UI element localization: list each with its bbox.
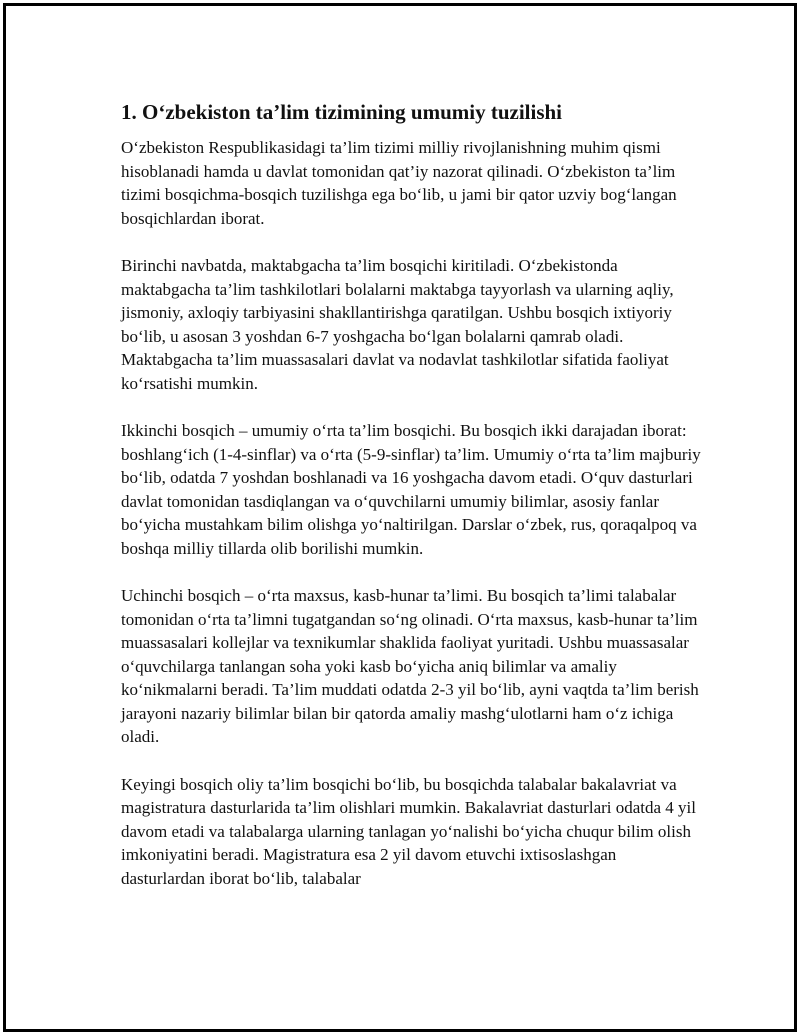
paragraph-preschool: Birinchi navbatda, maktabgacha ta’lim bosqichi kiritiladi. O‘zbekistonda maktabgacha ta’lim tashkilotlari bolalarni maktabga tayyorlash va ularning aqliy, jismoniy, axloqiy tarbiyasini shakllantirishga qaratilgan. Ushbu bosqich ixtiyoriy bo‘lib, u asosan 3 yoshdan 6-7 yoshgacha bo‘lgan bolalarni qamrab oladi. Maktabgacha ta’lim muassasalari davlat va nodavlat tashkilotlar sifatida faoliyat ko‘rsatishi mumkin. — [121, 256, 674, 393]
paragraph-general-secondary: Ikkinchi bosqich – umumiy o‘rta ta’lim bosqichi. Bu bosqich ikki darajadan iborat: boshlang‘ich (1-4-sinflar) va o‘rta (5-9-sinflar) ta’lim. Umumiy o‘rta ta’lim majburiy bo‘lib, odatda 7 yoshdan boshlanadi va 16 yoshgacha davom etadi. O‘quv dasturlari davlat tomonidan tasdiqlangan va o‘quvchilarni umumiy bilimlar, asosiy fanlar bo‘yicha mustahkam bilim olishga yo‘naltirilgan. Darslar o‘zbek, rus, qoraqalpoq va boshqa milliy tillarda olib borilishi mumkin. — [121, 421, 701, 558]
document-body — [121, 98, 701, 914]
paragraph-higher-education: Keyingi bosqich oliy ta’lim bosqichi bo‘lib, bu bosqichda talabalar bakalavriat va magistratura dasturlarida ta’lim olishlari mumkin. Bakalavriat dasturlari odatda 4 yil davom etadi va talabalarga ularning tanlagan yo‘nalishi bo‘yicha chuqur bilim olish imkoniyatini beradi. Magistratura esa 2 yil davom etuvchi ixtisoslashgan dasturlardan iborat bo‘lib, talabalar — [121, 774, 697, 888]
paragraph-vocational: Uchinchi bosqich – o‘rta maxsus, kasb-hunar ta’limi. Bu bosqich ta’limi talabalar tomonidan o‘rta ta’limni tugatgandan so‘ng olinadi. O‘rta maxsus, kasb-hunar ta’lim muassasalari kollejlar va texnikumlar shaklida faoliyat yuritadi. Ushbu muassasalar o‘quvchilarga tanlangan soha yoki kasb bo‘yicha aniq bilimlar va amaliy ko‘nikmalarni beradi. Ta’lim muddati odatda 2-3 yil bo‘lib, ayni vaqtda ta’lim berish jarayoni nazariy bilimlar bilan bir qatorda amaliy mashg‘ulotlarni ham o‘z ichiga oladi. — [121, 586, 699, 746]
paragraph-intro: O‘zbekiston Respublikasidagi ta’lim tizimi milliy rivojlanishning muhim qismi hisoblanadi hamda u davlat tomonidan qat’iy nazorat qilinadi. O‘zbekiston ta’lim tizimi bosqichma-bosqich tuzilishga ega bo‘lib, u jami bir qator uzviy bog‘langan bosqichlardan iborat. — [121, 138, 677, 228]
section-heading: 1. O‘zbekiston ta’lim tizimining umumiy tuzilishi — [121, 100, 563, 124]
page-frame — [3, 3, 797, 1032]
